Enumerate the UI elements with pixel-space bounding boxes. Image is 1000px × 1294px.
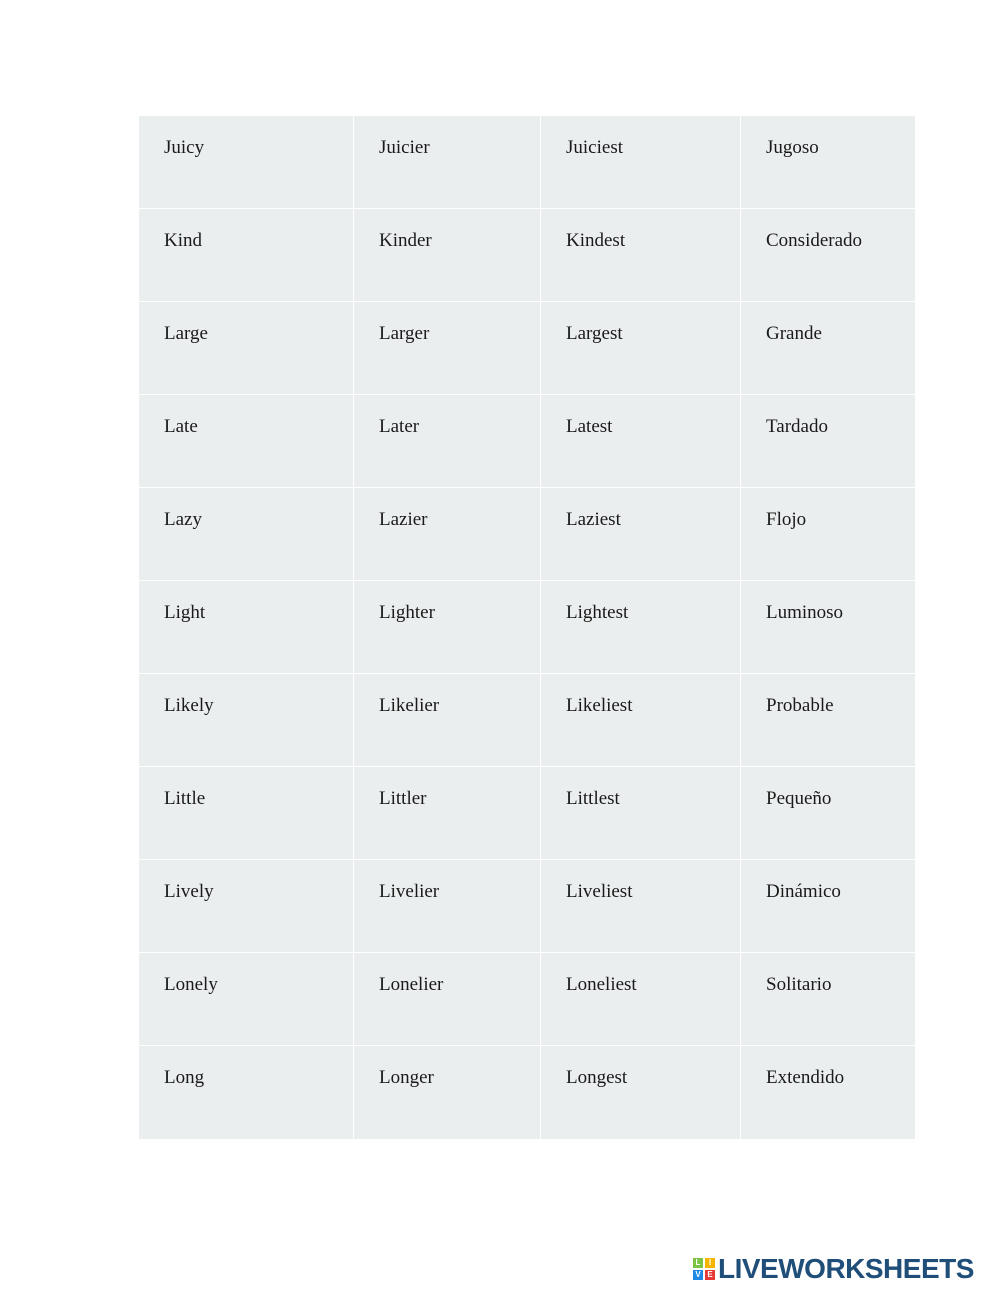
table-cell: Light [139,581,354,673]
table-cell: Lonelier [354,953,541,1045]
table-cell: Kind [139,209,354,301]
table-cell: Solitario [766,974,832,995]
table-cell: Probable [766,695,834,716]
table-cell: Largest [541,302,741,394]
table-row [139,302,915,395]
table-cell: Littler [354,767,541,859]
table-cell: Longest [541,1046,741,1139]
table-cell: Longer [354,1046,541,1139]
table-cell: Likelier [354,674,541,766]
table-cell: Little [139,767,354,859]
table-cell: Lively [139,860,354,952]
logo-letter: L [693,1258,703,1268]
table-cell: Juicy [139,116,354,208]
logo-letter: E [705,1270,715,1280]
table-cell: Likely [139,674,354,766]
table-cell: Littlest [541,767,741,859]
table-cell: Loneliest [541,953,741,1045]
table-cell: Laziest [541,488,741,580]
table-cell: Liveliest [541,860,741,952]
table-row [139,953,915,1046]
table-row [139,674,915,767]
table-cell: Late [139,395,354,487]
table-cell: Lonely [139,953,354,1045]
table-cell: Flojo [766,509,807,530]
table-cell: Larger [354,302,541,394]
table-cell: Lazy [139,488,354,580]
table-row [139,209,915,302]
table-cell: Considerado [766,230,863,251]
table-cell: Latest [541,395,741,487]
table-cell: Tardado [766,416,828,437]
table-cell: Long [139,1046,354,1139]
table-cell: Luminoso [766,602,844,623]
table-cell: Grande [766,323,822,344]
table-cell: Lazier [354,488,541,580]
liveworksheets-logo [693,1254,974,1284]
table-cell: Lightest [541,581,741,673]
table-cell: Kindest [541,209,741,301]
table-cell: Likeliest [541,674,741,766]
table-row [139,488,915,581]
liveworksheets-logo-icon [693,1258,715,1280]
table-cell: Kinder [354,209,541,301]
table-cell: Livelier [354,860,541,952]
table-cell: Pequeño [766,788,832,809]
table-row [139,1046,915,1139]
table-row [139,395,915,488]
table-row [139,767,915,860]
table-cell: Dinámico [766,881,841,902]
adjective-table [139,116,915,1139]
logo-letter: I [705,1258,715,1268]
table-cell: Large [139,302,354,394]
table-row [139,581,915,674]
brand-name: LIVEWORKSHEETS [718,1253,974,1284]
table-row [139,860,915,953]
table-cell: Juiciest [541,116,741,208]
table-row [139,116,915,209]
table-cell: Juicier [354,116,541,208]
table-cell: Jugoso [766,137,819,158]
logo-letter: V [693,1270,703,1280]
table-cell: Later [354,395,541,487]
table-cell: Extendido [766,1067,845,1088]
table-cell: Lighter [354,581,541,673]
